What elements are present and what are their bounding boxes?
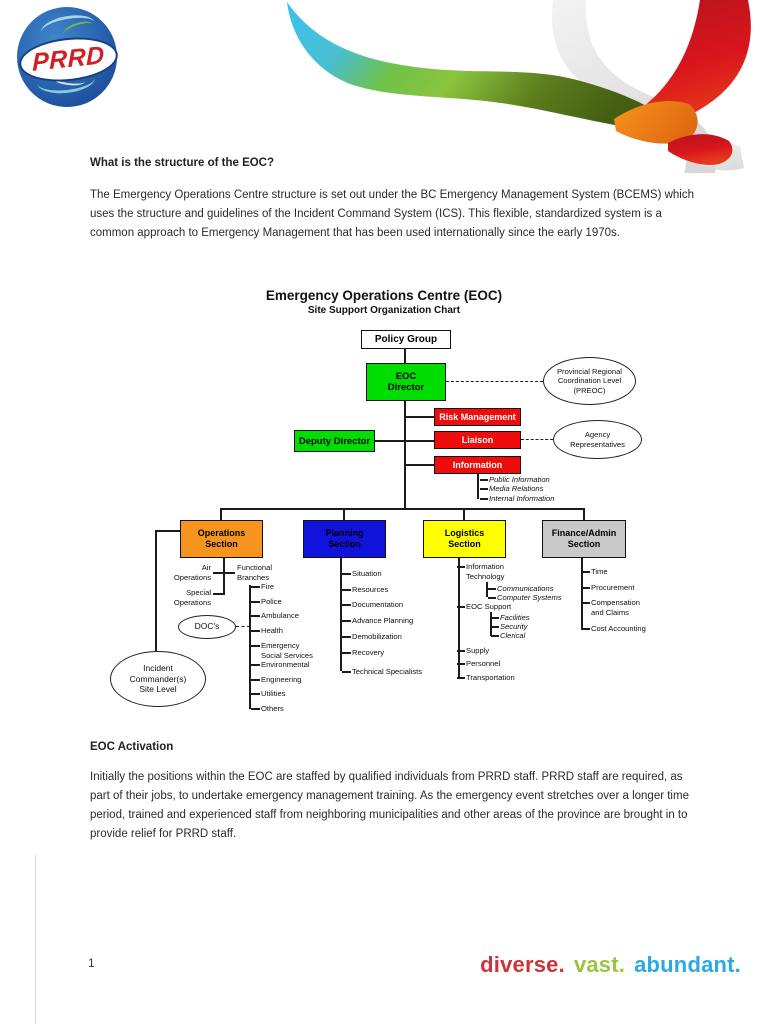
connector <box>220 508 222 520</box>
info-child: Internal Information <box>489 494 555 503</box>
ops-special-operations: Special Operations <box>173 588 211 607</box>
connector <box>340 558 342 671</box>
finance-item: Procurement <box>591 583 661 593</box>
connector <box>404 416 434 418</box>
logistics-support-child: Clerical <box>500 631 560 641</box>
ops-branch: Fire <box>261 582 331 592</box>
connector <box>155 530 157 651</box>
node-deputy-director: Deputy Director <box>294 430 375 452</box>
connector <box>249 585 251 709</box>
planning-item: Documentation <box>352 600 432 610</box>
connector <box>404 440 434 442</box>
incident-line: Site Level <box>139 684 177 695</box>
ops-functional-branches: Functional Branches <box>237 563 273 582</box>
connector <box>223 558 225 595</box>
preoc-line: Coordination Level <box>557 376 622 386</box>
left-margin-rule <box>35 855 36 1024</box>
node-planning-section: Planning Section <box>303 520 386 558</box>
connector <box>375 440 404 442</box>
chart-title: Emergency Operations Centre (EOC) <box>265 288 503 303</box>
finance-item: Cost Accounting <box>591 624 666 634</box>
incident-line: Commander(s) <box>129 673 187 684</box>
node-logistics-section: Logistics Section <box>423 520 506 558</box>
ops-branch: Engineering <box>261 675 331 685</box>
logistics-support-child: Facilities <box>500 613 560 623</box>
planning-item: Technical Specialists <box>352 667 447 677</box>
ops-branch: Others <box>261 704 331 714</box>
node-docs <box>178 615 236 639</box>
ops-air-operations: Air Operations <box>173 563 211 582</box>
logistics-eoc-support: EOC Support <box>466 602 536 612</box>
connector <box>458 558 460 677</box>
connector <box>404 349 406 363</box>
logistics-it-child: Communications <box>497 584 577 594</box>
node-eoc-director: EOC Director <box>366 363 446 401</box>
preoc-line: Provincial Regional <box>556 366 622 376</box>
connector <box>463 508 465 520</box>
node-policy-group: Policy Group <box>361 330 451 349</box>
node-finance-section: Finance/Admin Section <box>542 520 626 558</box>
connector <box>213 572 235 574</box>
node-operations-section: Operations Section <box>180 520 263 558</box>
planning-item: Demobilization <box>352 632 432 642</box>
node-incident-commander <box>110 651 206 707</box>
ops-branch: Health <box>261 626 331 636</box>
ops-branch: Police <box>261 597 331 607</box>
paragraph-structure: The Emergency Operations Centre structure is set out under the BC Emergency Management System (BCEMS) which uses the structure and guidelines of the Incident Command System (ICS). This flexible, standardized system is a common approach to Emergency Management that has been used internationally since the early 1970s. <box>90 189 695 239</box>
node-liaison: Liaison <box>434 431 521 449</box>
node-information: Information <box>434 456 521 474</box>
node-agency-representatives <box>553 420 642 459</box>
tagline-word-diverse: diverse. <box>480 952 565 977</box>
logistics-item: Supply <box>466 646 536 656</box>
node-risk-management: Risk Management <box>434 408 521 426</box>
connector-dashed <box>236 626 250 627</box>
preoc-line: (PREOC) <box>573 385 606 395</box>
page-number: 1 <box>88 956 95 970</box>
info-child: Public Information <box>489 475 550 484</box>
agency-line: Agency <box>584 430 611 439</box>
logistics-support-child: Security <box>500 622 560 632</box>
logistics-it: Information Technology <box>466 562 518 581</box>
logistics-item: Transportation <box>466 673 536 683</box>
tagline-word-abundant: abundant. <box>634 952 741 977</box>
connector <box>490 612 492 636</box>
connector <box>583 508 585 520</box>
planning-item: Advance Planning <box>352 616 432 626</box>
planning-item: Situation <box>352 569 432 579</box>
tagline-word-vast: vast. <box>573 952 626 977</box>
incident-line: Incident <box>143 663 173 674</box>
section-heading-activation: EOC Activation <box>90 741 174 753</box>
connector-dashed <box>521 439 553 440</box>
connector <box>404 464 434 466</box>
connector <box>343 508 345 520</box>
finance-item: Time <box>591 567 661 577</box>
planning-item: Resources <box>352 585 432 595</box>
node-preoc <box>543 357 636 405</box>
connector <box>221 508 585 510</box>
connector <box>477 474 479 499</box>
logistics-it-child: Computer Systems <box>497 593 577 603</box>
ops-branch: Ambulance <box>261 611 331 621</box>
connector <box>486 582 488 597</box>
connector <box>213 593 224 595</box>
ops-branch: Environmental <box>261 660 331 670</box>
agency-line: Representatives <box>570 439 625 449</box>
section-heading-structure: What is the structure of the EOC? <box>90 157 275 169</box>
ops-branch: Emergency Social Services <box>261 641 317 660</box>
ops-branch: Utilities <box>261 689 331 699</box>
logo-acronym: PRRD <box>32 41 105 77</box>
docs-label: DOC's <box>194 621 220 632</box>
connector-dashed <box>446 381 543 382</box>
prrd-logo <box>17 7 117 107</box>
connector <box>581 558 583 630</box>
info-child: Media Relations <box>489 484 544 493</box>
connector <box>155 530 180 532</box>
paragraph-activation: Initially the positions within the EOC are staffed by qualified individuals from PRRD staff. PRRD staff are required, as part of their jobs, to undertake emergency management training. As the emergency event stretches over a longer time period, trained and experienced staff from neighboring municipalities and other areas of the province are brought in to provide relief for PRRD staff. <box>90 771 689 840</box>
planning-item: Recovery <box>352 648 432 658</box>
chart-subtitle: Site Support Organization Chart <box>307 305 461 316</box>
finance-item: Compensation and Claims <box>591 598 653 617</box>
logistics-item: Personnel <box>466 659 536 669</box>
tagline <box>480 952 741 978</box>
